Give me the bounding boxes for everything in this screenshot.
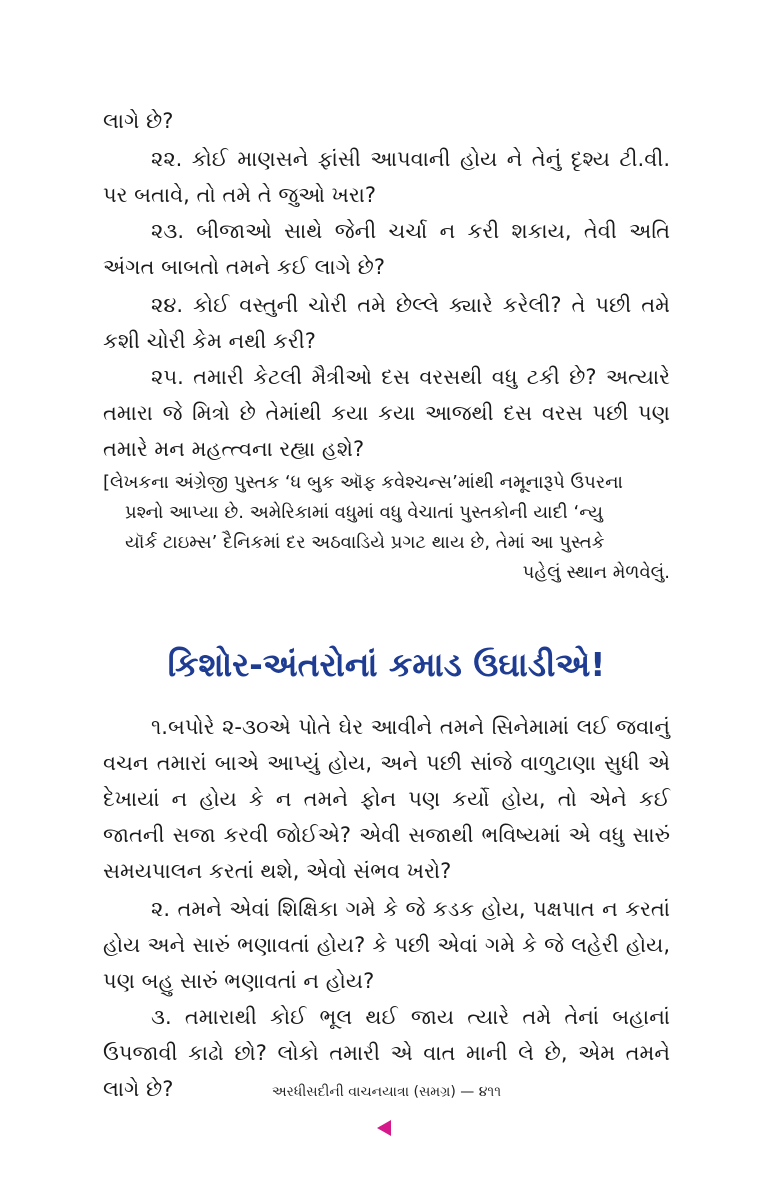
note-line: [લેખકના અંગ્રેજી પુસ્તક ‘ધ બુક ઑફ કવેશ્ચન્સ’માંથી નમૂનારૂપે ઉપરના	[103, 472, 623, 493]
book-page	[103, 0, 670, 1199]
question-24: ૨૪. કોઈ વસ્તુની ચોરી તમે છેલ્લે ક્યારે કરેલી? તે પછી તમે કશી ચોરી કેમ નથી કરી?	[103, 293, 670, 353]
page-footer: અરધીસદીની વાચનયાત્રા (સમગ્ર) — ૪૧૧	[271, 1084, 502, 1100]
question-2: ૨. તમને એવાં શિક્ષિકા ગમે કે જે કડક હોય, પક્ષપાત ન કરતાં હોય અને સારું ભણાવતાં હોય? કે પછી એવાં ગમે કે જે લહેરી હોય, પણ બહુ સારું ભણાવતાં ન હોય?	[103, 897, 670, 993]
question-22: ૨૨. કોઈ માણસને ફાંસી આપવાની હોય ને તેનું દૃશ્ય ટી.વી. પર બતાવે, તો તમે તે જુઓ ખરા?	[103, 147, 670, 207]
note-line: પહેલું સ્થાન મેળવેલું.	[522, 562, 670, 583]
question-23: ૨૩. બીજાઓ સાથે જેની ચર્ચા ન કરી શકાય, તેવી અતિ અંગત બાબતો તમને કઈ લાગે છે?	[103, 219, 670, 279]
editor-note	[103, 468, 670, 588]
section-title: કિશોર-અંતરોનાં કમાડ ઉઘાડીએ!	[167, 645, 606, 684]
question-1: ૧.બપોરે ૨-૩૦એ પોતે ઘેર આવીને તમને સિનેમામાં લઈ જવાનું વચન તમારાં બાએ આપ્યું હોય, અને પછી સાંજે વાળુટાણા સુધી એ દેખાયાં ન હોય કે ન તમને ફોન પણ કર્યો હોય, તો એને કઈ જાતની સજા કરવી જોઈએ? એવી સજાથી ભવિષ્યમાં એ વધુ સારું સમયપાલન કરતાં થશે, એવો સંભવ ખરો?	[103, 715, 670, 883]
question-3: ૩. તમારાથી કોઈ ભૂલ થઈ જાય ત્યારે તમે તેનાં બહાનાં ઉપજાવી કાઢો છો? લોકો તમારી એ વાત માની લે છે, એમ તમને લાગે છે?	[103, 1005, 670, 1101]
continuation-text: લાગે છે?	[103, 109, 174, 133]
note-line: યૉર્ક ટાઇમ્સ’ દૈનિકમાં દર અઠવાડિયે પ્રગટ થાય છે, તેમાં આ પુસ્તકે	[125, 532, 605, 553]
question-25: ૨૫. તમારી કેટલી મૈત્રીઓ દસ વરસથી વધુ ટકી છે? અત્યારે તમારા જે મિત્રો છે તેમાંથી કયા કયા આજથી દસ વરસ પછી પણ તમારે મન મહત્ત્વના રહ્યા હશે?	[103, 365, 670, 461]
previous-page-arrow-icon[interactable]	[377, 1120, 391, 1136]
note-line: પ્રશ્નો આપ્યા છે. અમેરિકામાં વધુમાં વધુ વેચાતાં પુસ્તકોની યાદી ‘ન્યુ	[125, 502, 603, 523]
